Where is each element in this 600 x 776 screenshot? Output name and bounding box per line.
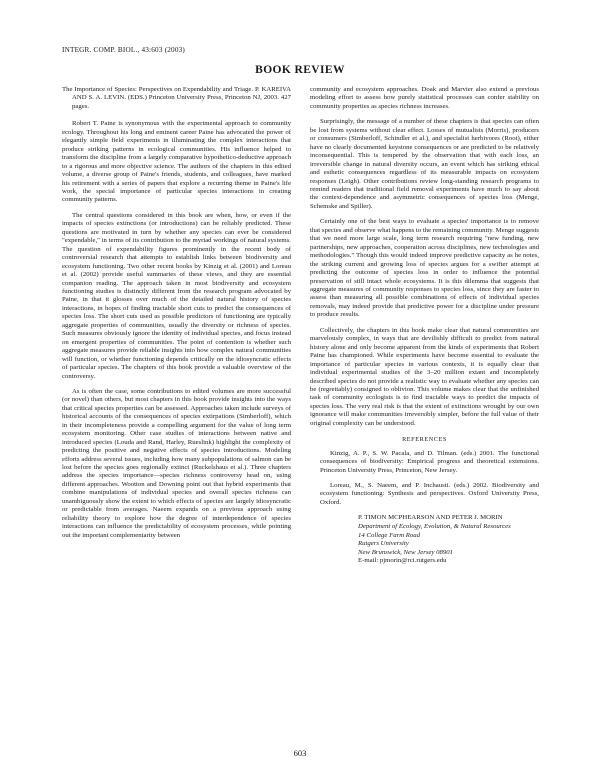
right-column xyxy=(310,86,539,566)
reference-item: Kinzig, A. P., S. W. Pacala, and D. Tilman. (eds.) 2001. The functional consequences of biodiversity: Empirical progress and theoretical extensions. Princeton University Press, Princeton, New Jersey. xyxy=(320,449,539,474)
paragraph: Certainly one of the best ways to evaluate a species' importance is to remove that species and observe what happens to the remaining community. Menge suggests that we need more large scale, long term research requiring "new funding, new partnerships, new approaches, cooperation across disciplines, new technologies and methodologies." Though this would indeed improve predictive capacity as he notes, the striking current and growing loss of species argues for a swifter attempt at predicting the outcome of species loss in order to influence the potential preservation of still intact whole ecosystems. It is this dilemma that suggests that aggregate measures of community responses to species loss, since they are faster to assess than measuring all possible combinations of effects of individual species removals, may indeed provide that predictive power for a discipline under pressure to produce results. xyxy=(310,218,539,319)
journal-citation-line: INTEGR. COMP. BIOL., 43:603 (2003) xyxy=(62,46,185,54)
reference-item: Loreau, M., S. Naeem, and P. Inchausti. (eds.) 2002. Biodiversity and ecosystem functioning: Synthesis and perspectives. Oxford University Press, Oxford. xyxy=(320,482,539,506)
left-column xyxy=(62,86,291,547)
reviewer-street: 14 College Farm Road xyxy=(358,531,421,539)
references-heading: REFERENCES xyxy=(402,436,447,444)
reviewer-email: E-mail: pjmorin@rci.rutgers.edu xyxy=(358,557,447,565)
page-number: 603 xyxy=(293,748,307,758)
paragraph: community and ecosystem approaches. Doak and Marvier also extend a previous modeling effort to assess how purely statistical processes can confer stability on community properties as species richness increases. xyxy=(310,86,539,110)
paragraph: Robert T. Paine is synonymous with the experimental approach to community ecology. Throughout his long and eminent career Paine has advocated the power of elegantly simple field experiments in illuminating the complex interactions that produce striking patterns in ecological communities. His influence helped to transform the discipline from a largely comparative hypothetico-deductive approach to a rigorous and more objective science. The authors of the chapters in this edited volume, a diverse group of Paine's friends, students, and colleagues, have marked his retirement with a series of papers that explore a recurring theme in Paine's life work, the special importance of particular species interactions in creating community patterns. xyxy=(62,120,291,204)
page-title: BOOK REVIEW xyxy=(255,64,345,76)
paragraph: Collectively, the chapters in this book make clear that natural communities are marvelously complex, in ways that are devilishly difficult to predict from natural history alone and only become apparent from the kinds of experiments that Robert Paine has championed. While experiments have become essential to evaluate the importance of particular species in various contexts, it is equally clear that individual experimental studies of the 3–20 million extant and incompletely described species do not provide a realistic way to evaluate whether any species can be (regrettably) consigned to oblivion. This volume makes clear that the unfinished task of community ecologists is to find tractable ways to predict the impacts of species loss. The very real risk is that the extent of extinctions wrought by our own ignorance will make communities irreversibly simpler, before the full value of their original complexity can be understood. xyxy=(310,326,539,427)
reviewer-signature xyxy=(358,514,539,566)
paragraph: As is often the case, some contributions to edited volumes are more successful (or novel) than others, but most chapters in this book provide insights into the ways that critical species properties can be assessed. Approaches taken include surveys of historical accounts of the consequences of species extirpations (Simberloff), which in their incompleteness provide a compelling argument for the value of long term ecosystem monitoring. Other case studies of interactions between native and introduced species (Louda and Rand, Harley, Rueslink) highlight the complexity of predicting the positive and negative effects of species introductions. Modeling efforts address several issues, including how many subpopulations of salmon can be lost before the species goes regionally extinct (Ruckelshaus et al.). Three chapters address the species importance—species richness controversy head on, using different approaches. Wootton and Downing point out that hybrid experiments that combine manipulations of individual species and overall species richness can unambiguously show the extent to which effects of species are largely idiosyncratic or predictable from averages. Naeem expands on a previous approach using reliability theory to explore how the degree of interdependence of species interactions can influence the predictability of ecosystem processes, while pointing out the important complementarity between xyxy=(62,387,291,539)
reviewer-names: P. TIMON MCPHEARSON AND PETER J. MORIN xyxy=(358,514,503,522)
reviewer-city: New Brunswick, New Jersey 08901 xyxy=(358,548,454,556)
reviewer-university: Rutgers University xyxy=(358,540,409,548)
paragraph: The central questions considered in this book are when, how, or even if the impacts of species extinctions (or introductions) can be reliably predicted. These questions are motivated in turn by whether any species can ever be considered "expendable," in terms of its contribution to the myriad workings of natural systems. The question of expendability figures prominently in the recent body of controversial research that attempts to establish links between biodiversity and ecosystem functioning. Two other recent books by Kinzig et al. (2001) and Loreau et al. (2002) provide useful summaries of these views, and they are essential companion reading. The approach taken in most biodiversity and ecosystem functioning studies is distinctly different from the research program advocated by Paine, in that it glosses over much of the detailed natural history of species interactions, in hopes of finding tractable short cuts to predict the consequences of species loss. The short cuts used as possible predictors of functioning are typically aggregate properties of communities, usually the diversity or richness of species. Such measures obviously ignore the identity of individual species, and focus instead on emergent properties of communities. The point of contention is whether such aggregate measures provide reliable insights into how complex natural communities will function, or whether functioning depends critically on the idiosyncratic effects of particular species. The chapters of this book provide a valuable overview of the controversy. xyxy=(62,211,291,380)
paragraph: Surprisingly, the message of a number of these chapters is that species can often be lost from systems without clear effect. Losses of mutualists (Morris), producers or consumers (Simberloff, Schindler et al.), and specialist herbivores (Root), either have no clearly documented keystone consequences or are predicted to be relatively inconsequential. This is tempered by the observation that with each loss, an irreversible change in natural diversity occurs, an event which has striking ethical and esthetic consequences regardless of its measurable impacts on ecosystem responses (Leigh). Other contributions review long-standing research programs to remind readers that traditional field removal experiments have much to say about the context-dependence and asymmetric consequences of species loss (Menge, Schemske and Spiller). xyxy=(310,118,539,210)
book-citation: The Importance of Species: Perspectives on Expendability and Triage. P. KAREIVA AND S. A. LEVIN. (EDS.) Princeton University Press, Princeton NJ, 2003. 427 pages. xyxy=(62,86,291,110)
reviewer-department: Department of Ecology, Evolution, & Natural Resources xyxy=(358,522,511,530)
